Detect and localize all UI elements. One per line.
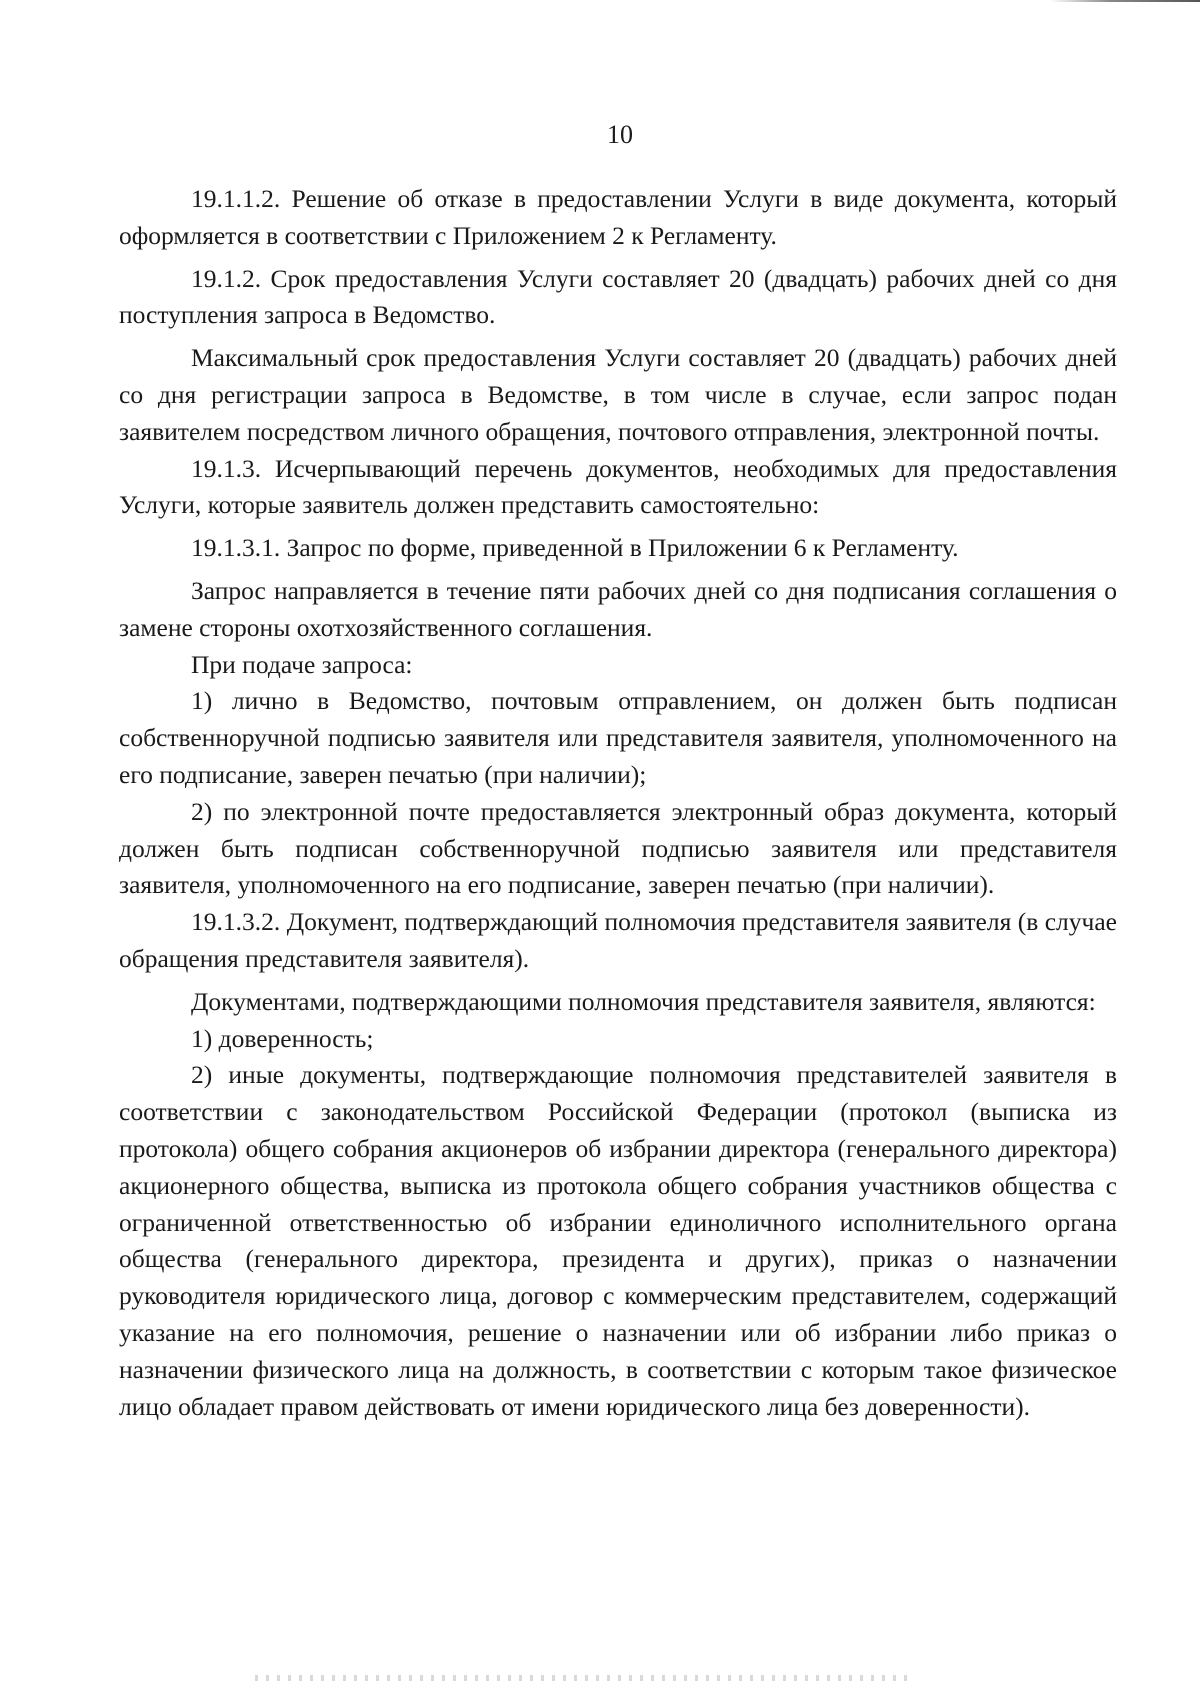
paragraph-authority-documents: Документами, подтверждающими полномочия представителя заявителя, являются: bbox=[191, 986, 1096, 1016]
list-item-other-documents: 2) иные документы, подтверждающие полномочия представителей заявителя в соответствии с законодательством Российской Федерации (протокол (выписка из протокола) общего собрания акционеров об избрании директора (генерального директора) акционерного общества, выписка из протокола общего собрания участников общества с ограниченной ответственностью об избрании единоличного исполнительного органа общества (генерального директора, президента и других), приказ о назначении руководителя юридического лица, договор с коммерческим представителем, содержащий указание на его полномочия, решение о назначении или об избрании либо приказ о назначении физического лица на должность, в соответствии с которым такое физическое лицо обладает правом действовать от имени юридического лица без доверенности). bbox=[119, 1060, 1117, 1421]
document-body bbox=[119, 181, 1117, 1425]
paragraph-request-sent: Запрос направляется в течение пяти рабочих дней со дня подписания соглашения о замене стороны охотхозяйственного соглашения. bbox=[119, 575, 1117, 642]
page-number: 10 bbox=[607, 120, 633, 149]
paragraph-19-1-2: 19.1.2. Срок предоставления Услуги составляет 20 (двадцать) рабочих дней со дня поступления запроса в Ведомство. bbox=[119, 263, 1117, 330]
paragraph-19-1-3-1: 19.1.3.1. Запрос по форме, приведенной в Приложении 6 к Регламенту. bbox=[191, 533, 959, 563]
scan-noise-bottom bbox=[255, 1675, 915, 1681]
list-item-email: 2) по электронной почте предоставляется электронный образ документа, который должен быть подписан собственноручной подписью заявителя или представителя заявителя, уполномоченного на его подписание, заверен печатью (при наличии). bbox=[119, 796, 1117, 900]
paragraph-19-1-3: 19.1.3. Исчерпывающий перечень документов, необходимых для предоставления Услуги, которые заявитель должен представить самостоятельно: bbox=[119, 453, 1117, 520]
paragraph-19-1-1-2: 19.1.1.2. Решение об отказе в предоставлении Услуги в виде документа, который оформляется в соответствии с Приложением 2 к Регламенту. bbox=[119, 184, 1117, 250]
paragraph-when-submitting: При подаче запроса: bbox=[191, 649, 413, 679]
list-item-power-of-attorney: 1) доверенность; bbox=[191, 1023, 374, 1053]
paragraph-19-1-3-2: 19.1.3.2. Документ, подтверждающий полномочия представителя заявителя (в случае обращения представителя заявителя). bbox=[119, 907, 1117, 973]
scan-edge-top bbox=[1050, 0, 1200, 2]
paragraph-max-term: Максимальный срок предоставления Услуги составляет 20 (двадцать) рабочих дней со дня регистрации запроса в Ведомстве, в том числе в случае, если запрос подан заявителем посредством личного обращения, почтового отправления, электронной почты. bbox=[119, 343, 1117, 446]
list-item-in-person: 1) лично в Ведомство, почтовым отправлением, он должен быть подписан собственноручной подписью заявителя или представителя заявителя, уполномоченного на его подписание, заверен печатью (при наличии); bbox=[119, 686, 1117, 789]
